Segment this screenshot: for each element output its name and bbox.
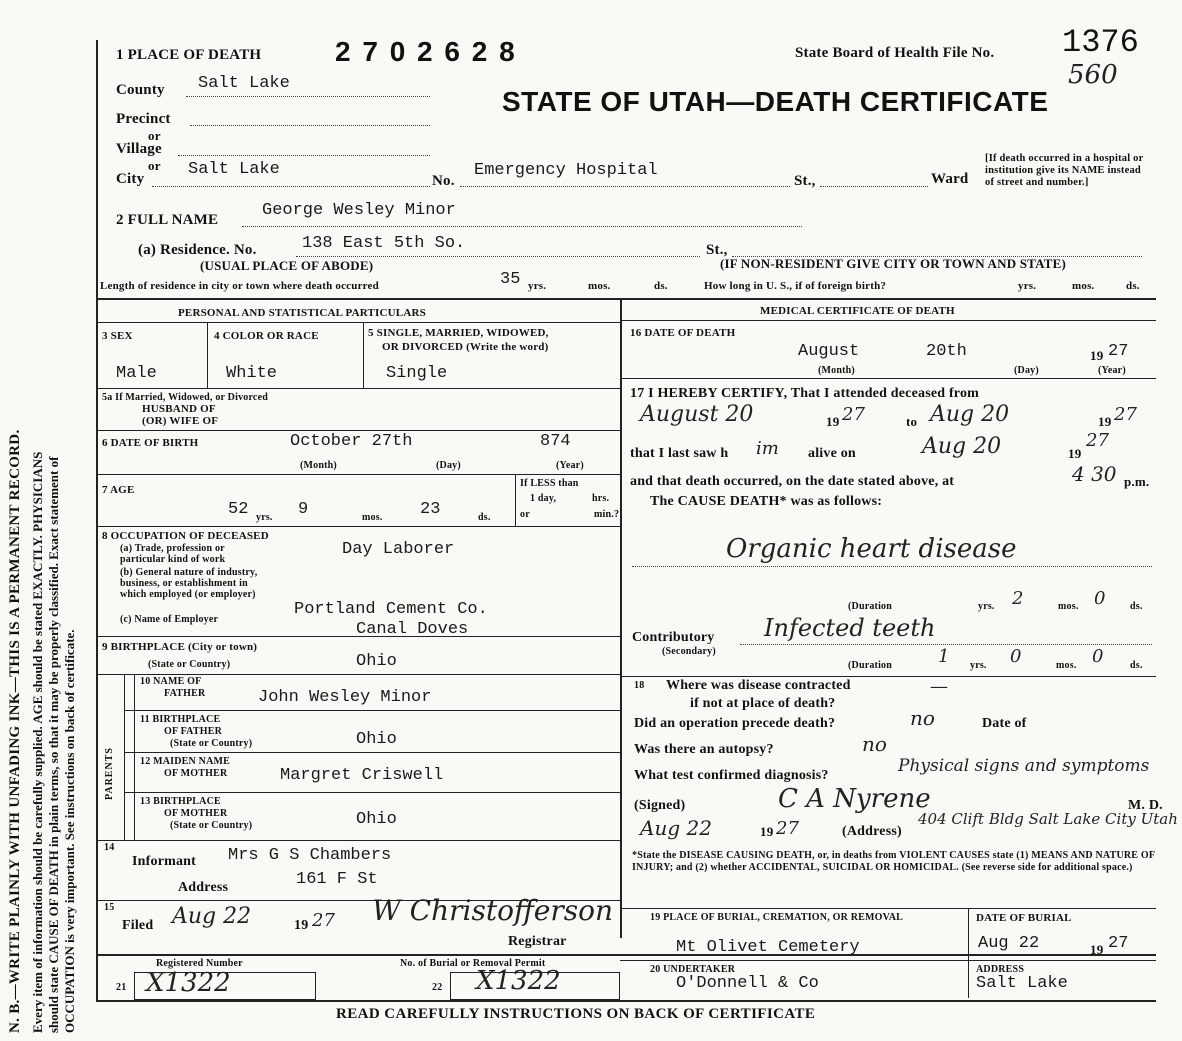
rule	[620, 320, 1156, 321]
undertaker-label: 20 UNDERTAKER	[650, 964, 736, 975]
bottom-border	[96, 1000, 1156, 1002]
to-label: to	[906, 414, 918, 429]
mother-birth-label-2: OF MOTHER	[164, 808, 228, 819]
section-divider	[96, 298, 1156, 300]
occupation-label: 8 OCCUPATION OF DECEASED	[102, 530, 269, 542]
rule	[96, 526, 620, 527]
stamp-number: 2 7 0 2 6 2 8	[335, 36, 517, 67]
occupation-value: Day Laborer	[342, 540, 455, 559]
age-mos-label: mos.	[362, 512, 383, 523]
rule	[96, 840, 620, 841]
occurred-label: and that death occurred, on the date stated above, at	[630, 474, 955, 489]
age-years: 52	[228, 500, 249, 519]
burial-year: 27	[1108, 934, 1129, 953]
mother-birth-value: Ohio	[356, 810, 397, 829]
rule	[968, 908, 969, 998]
county-label: County	[116, 82, 165, 98]
burial-permit-label: No. of Burial or Removal Permit	[400, 958, 546, 969]
alive-year-prefix: 19	[1068, 446, 1082, 461]
item-21-number: 21	[116, 982, 127, 993]
cause-yrs-label: yrs.	[978, 601, 995, 612]
instructions-footer: READ CAREFULLY INSTRUCTIONS ON BACK OF CERTIFICATE	[336, 1006, 816, 1022]
employer-value: Portland Cement Co.	[294, 600, 488, 619]
informant-label: Informant	[132, 854, 197, 869]
village-line	[178, 155, 430, 156]
rule	[620, 960, 1156, 961]
residence-value: 138 East 5th So.	[302, 234, 466, 253]
occupation-b3-label: which employed (or employer)	[120, 589, 256, 600]
rule	[207, 322, 208, 388]
where-label-2: if not at place of death?	[690, 696, 836, 711]
burial-date-label: DATE OF BURIAL	[976, 912, 1072, 924]
contrib-duration-label: (Duration	[848, 660, 893, 671]
no-label: No.	[432, 173, 455, 189]
street-line	[460, 186, 790, 187]
rule	[96, 474, 620, 475]
us-label: How long in U. S., if of foreign birth?	[704, 280, 887, 292]
residence-st-label: St.,	[706, 242, 728, 258]
full-name-label: 2 FULL NAME	[116, 212, 219, 228]
marital-label: 5 SINGLE, MARRIED, WIDOWED,	[368, 327, 549, 339]
employer-name-value: Canal Doves	[356, 620, 469, 639]
where-value: —	[930, 676, 948, 697]
min-label: min.?	[594, 509, 620, 520]
informant-address-label: Address	[178, 880, 229, 895]
place-of-death-label: 1 PLACE OF DEATH	[116, 47, 262, 63]
or-label-2: or	[148, 158, 161, 173]
st-label: St.,	[794, 173, 816, 189]
item-15-number: 15	[104, 902, 115, 913]
attended-to-year: 27	[1114, 404, 1137, 425]
father-label-2: FATHER	[164, 688, 206, 699]
hrs-label: hrs.	[592, 493, 610, 504]
alive-on-date: Aug 20	[922, 434, 1002, 459]
color-value: White	[226, 364, 278, 383]
cause-value: Organic heart disease	[726, 534, 1017, 564]
father-value: John Wesley Minor	[258, 688, 432, 707]
mother-birth-label-3: (State or Country)	[170, 820, 253, 831]
margin-note-line4: OCCUPATION is very important. See instructions on back of certificate.	[62, 629, 77, 1033]
sex-label: 3 SEX	[102, 330, 133, 342]
last-saw-label: that I last saw h	[630, 446, 729, 461]
dob-month: October 27th	[290, 432, 413, 451]
less-than-label: If LESS than	[520, 478, 579, 489]
rule	[96, 388, 620, 389]
contrib-yrs-label: yrs.	[970, 660, 987, 671]
parents-label: PARENTS	[104, 747, 115, 800]
rule	[124, 674, 125, 840]
dob-year: 874	[540, 432, 571, 451]
city-line	[152, 186, 430, 187]
burial-permit-value: X1322	[476, 966, 561, 996]
attended-from-year: 27	[842, 404, 865, 425]
margin-note-line1: N. B.—WRITE PLAINLY WITH UNFADING INK—THIS IS A PERMANENT RECORD.	[7, 429, 23, 1033]
occupation-a-label: (a) Trade, profession or	[120, 543, 225, 554]
secondary-label: (Secondary)	[662, 646, 716, 657]
marital-label-2: OR DIVORCED (Write the word)	[382, 341, 549, 353]
length-years: 35	[500, 270, 521, 289]
city-value: Salt Lake	[188, 160, 280, 179]
death-time: 4 30	[1072, 462, 1117, 486]
alive-year: 27	[1086, 430, 1109, 451]
us-yrs-label: yrs.	[1018, 280, 1037, 292]
birthplace-value: Ohio	[356, 652, 397, 671]
father-birth-label-3: (State or Country)	[170, 738, 253, 749]
contrib-duration-ds: 0	[1092, 646, 1104, 667]
cause-duration-yrs: 2	[1012, 588, 1024, 609]
test-label: What test confirmed diagnosis?	[634, 768, 829, 783]
birthplace-label: 9 BIRTHPLACE (City or town)	[102, 641, 258, 653]
attended-from: August 20	[640, 402, 754, 427]
attended-to: Aug 20	[930, 402, 1010, 427]
test-value: Physical signs and symptoms	[898, 756, 1150, 776]
attended-from-year-prefix: 19	[826, 414, 840, 429]
certify-label: 17 I HEREBY CERTIFY, That I attended deceased from	[630, 386, 980, 401]
age-label: 7 AGE	[102, 484, 135, 496]
contrib-duration-mos: 0	[1010, 646, 1022, 667]
father-birth-label: 11 BIRTHPLACE	[140, 714, 221, 725]
mother-label-2: OF MOTHER	[164, 768, 228, 779]
left-border	[96, 40, 98, 1000]
father-birth-value: Ohio	[356, 730, 397, 749]
or-label: or	[520, 509, 530, 520]
undertaker-address-value: Salt Lake	[976, 974, 1068, 993]
doctor-address-label: (Address)	[842, 824, 902, 839]
father-label: 10 NAME OF	[140, 676, 202, 687]
rule	[96, 954, 1156, 956]
contributory-line	[740, 644, 1152, 645]
us-mos-label: mos.	[1072, 280, 1095, 292]
item-22-number: 22	[432, 982, 443, 993]
death-month-caption: (Month)	[818, 365, 855, 376]
age-months: 9	[298, 500, 309, 519]
local-number: 560	[1068, 60, 1118, 90]
ward-label: Ward	[931, 171, 969, 187]
death-month: August	[798, 342, 860, 361]
signed-year-prefix: 19	[760, 824, 774, 839]
us-ds-label: ds.	[1126, 280, 1140, 292]
length-yrs-label: yrs.	[528, 280, 547, 292]
age-days: 23	[420, 500, 441, 519]
ward-note: [If death occurred in a hospital or institution give its NAME instead of street and number.]	[985, 153, 1144, 188]
dob-label: 6 DATE OF BIRTH	[102, 437, 199, 449]
length-mos-label: mos.	[588, 280, 611, 292]
where-label: Where was disease contracted	[666, 678, 851, 693]
burial-place-value: Mt Olivet Cemetery	[676, 938, 860, 957]
filed-year: 27	[312, 910, 335, 931]
cause-duration-mos: 0	[1094, 588, 1106, 609]
rule	[96, 430, 620, 431]
length-ds-label: ds.	[654, 280, 668, 292]
death-year-caption: (Year)	[1098, 365, 1126, 376]
signed-year: 27	[776, 818, 799, 839]
village-label: Village	[116, 141, 162, 157]
pm-label: p.m.	[1124, 474, 1150, 489]
sex-value: Male	[116, 364, 157, 383]
occupation-b-label: (b) General nature of industry,	[120, 567, 258, 578]
informant-value: Mrs G S Chambers	[228, 846, 392, 865]
spouse-label-3: (OR) WIFE OF	[142, 415, 219, 427]
rule	[620, 676, 1156, 677]
undertaker-value: O'Donnell & Co	[676, 974, 819, 993]
rule	[124, 710, 620, 711]
certificate-title: STATE OF UTAH—DEATH CERTIFICATE	[502, 86, 1049, 117]
item-14-number: 14	[104, 842, 115, 853]
filed-label: Filed	[122, 918, 154, 933]
age-yrs-label: yrs.	[256, 512, 273, 523]
dob-year-caption: (Year)	[556, 460, 584, 471]
rule	[124, 792, 620, 793]
date-of-label: Date of	[982, 716, 1027, 731]
cause-duration-label: (Duration	[848, 601, 893, 612]
street-value: Emergency Hospital	[474, 161, 658, 180]
mother-value: Margret Criswell	[280, 766, 444, 785]
death-year: 27	[1108, 342, 1129, 361]
burial-place-label: 19 PLACE OF BURIAL, CREMATION, OR REMOVAL	[650, 912, 904, 923]
burial-date-value: Aug 22	[978, 934, 1040, 953]
personal-heading: PERSONAL AND STATISTICAL PARTICULARS	[178, 307, 426, 319]
city-label: City	[116, 171, 145, 187]
death-day-caption: (Day)	[1014, 365, 1039, 376]
county-line	[186, 96, 430, 97]
cause-ds-label: ds.	[1130, 601, 1143, 612]
one-day-label: 1 day,	[530, 493, 557, 504]
cause-mos-label: mos.	[1058, 601, 1079, 612]
rule	[134, 674, 135, 840]
nonresident-label: (IF NON-RESIDENT GIVE CITY OR TOWN AND STATE)	[720, 256, 1066, 271]
rule	[124, 752, 620, 753]
father-birth-label-2: OF FATHER	[164, 726, 223, 737]
autopsy-value: no	[862, 732, 887, 756]
residence-label: (a) Residence. No.	[138, 242, 257, 258]
registered-number-label: Registered Number	[156, 958, 243, 969]
mother-label: 12 MAIDEN NAME	[140, 756, 231, 767]
death-date-label: 16 DATE OF DEATH	[630, 327, 736, 339]
medical-heading: MEDICAL CERTIFICATE OF DEATH	[760, 305, 955, 317]
last-saw-him: im	[756, 438, 779, 459]
operation-label: Did an operation precede death?	[634, 716, 836, 731]
rule	[96, 322, 620, 323]
st-line	[820, 186, 928, 187]
contrib-mos-label: mos.	[1056, 660, 1077, 671]
item-18-number: 18	[634, 680, 645, 691]
registrar-signature: W Christofferson	[372, 894, 614, 927]
contrib-duration-yrs: 1	[938, 646, 950, 667]
marital-value: Single	[386, 364, 448, 383]
undertaker-address-label: ADDRESS	[976, 964, 1025, 975]
margin-note-line2: Every item of information should be carefully supplied. AGE should be stated EXACTLY. PHYSICIANS	[30, 451, 45, 1033]
rule	[515, 474, 516, 526]
informant-address-value: 161 F St	[296, 870, 378, 889]
contrib-ds-label: ds.	[1130, 660, 1143, 671]
occupation-a2-label: particular kind of work	[120, 554, 226, 565]
contributory-label: Contributory	[632, 630, 715, 645]
occupation-b2-label: business, or establishment in	[120, 578, 248, 589]
burial-year-prefix: 19	[1090, 942, 1104, 957]
employer-name-label: (c) Name of Employer	[120, 614, 219, 625]
autopsy-label: Was there an autopsy?	[634, 742, 774, 757]
residence-line	[296, 256, 700, 257]
full-name-line	[242, 226, 802, 227]
contributory-value: Infected teeth	[764, 614, 936, 642]
length-label: Length of residence in city or town where death occurred	[100, 280, 379, 292]
doctor-address-value: 404 Clift Bldg Salt Lake City Utah	[918, 810, 1178, 828]
full-name-value: George Wesley Minor	[262, 201, 456, 220]
dob-day-caption: (Day)	[436, 460, 461, 471]
spouse-label-2: HUSBAND OF	[142, 403, 216, 415]
registered-number-value: X1322	[146, 968, 231, 998]
attended-to-year-prefix: 19	[1098, 414, 1112, 429]
precinct-label: Precinct	[116, 111, 171, 127]
signed-date: Aug 22	[640, 816, 712, 840]
file-number: 1376	[1062, 24, 1139, 61]
margin-note-line3: should state CAUSE OF DEATH in plain terms, so that it may be properly classified. Exact statement of	[46, 456, 61, 1033]
precinct-line	[190, 125, 430, 126]
md-label: M. D.	[1128, 798, 1163, 813]
mother-birth-label: 13 BIRTHPLACE	[140, 796, 221, 807]
signed-value: C A Nyrene	[778, 784, 931, 814]
or-label-1: or	[148, 128, 161, 143]
margin-note	[4, 41, 84, 1041]
age-ds-label: ds.	[478, 512, 491, 523]
footnote: *State the DISEASE CAUSING DEATH, or, in deaths from VIOLENT CAUSES state (1) MEANS AND NATURE OF INJURY; and (2) whether ACCIDENTAL, SUICIDAL OR HOMICIDAL. (See reverse side for additional space.)	[632, 850, 1155, 873]
rule	[363, 322, 364, 388]
filed-date: Aug 22	[172, 904, 252, 929]
rule	[96, 674, 620, 675]
alive-on-label: alive on	[808, 446, 856, 461]
registrar-label: Registrar	[508, 934, 567, 949]
rule	[96, 636, 620, 637]
rule	[620, 908, 1156, 909]
birthplace-state-label: (State or Country)	[148, 659, 231, 670]
column-divider	[620, 298, 622, 938]
signed-label: (Signed)	[634, 798, 686, 813]
cause-line	[632, 566, 1152, 567]
death-day: 20th	[926, 342, 967, 361]
spouse-label-1: 5a If Married, Widowed, or Divorced	[102, 392, 268, 403]
cause-label: The CAUSE DEATH* was as follows:	[650, 494, 883, 509]
file-number-label: State Board of Health File No.	[795, 45, 995, 61]
abode-label: (USUAL PLACE OF ABODE)	[200, 258, 374, 273]
death-year-prefix: 19	[1090, 348, 1104, 363]
county-value: Salt Lake	[198, 74, 290, 93]
operation-value: no	[910, 706, 935, 730]
rule	[620, 378, 1156, 379]
color-label: 4 COLOR OR RACE	[214, 330, 319, 342]
filed-year-prefix: 19	[294, 918, 309, 933]
dob-month-caption: (Month)	[300, 460, 337, 471]
